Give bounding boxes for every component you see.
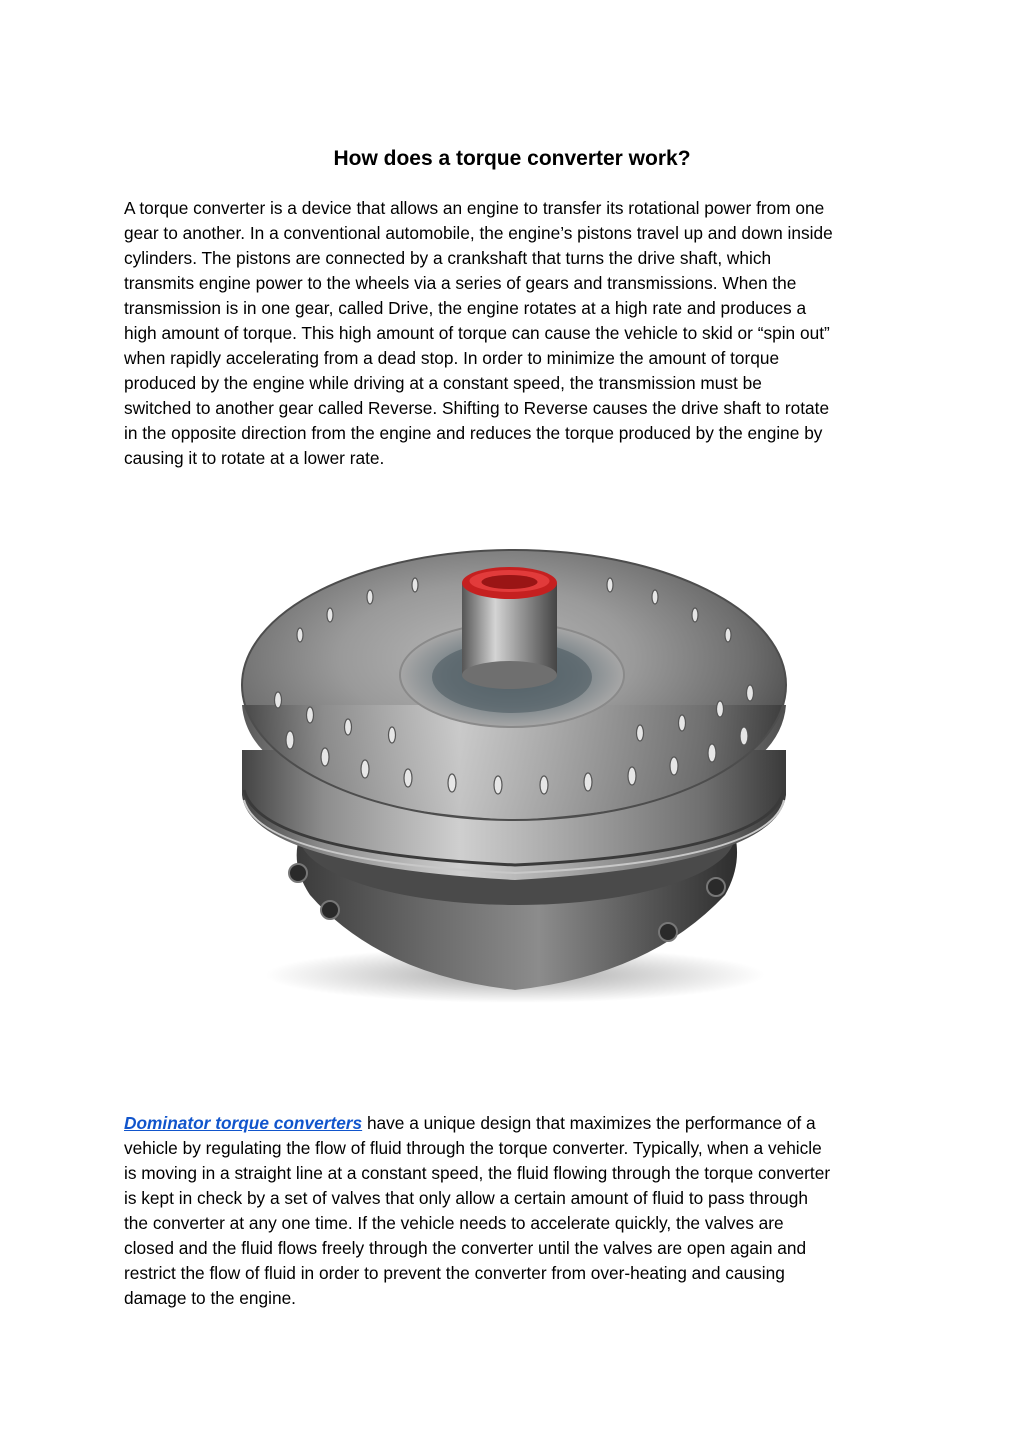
- paragraph-line: [124, 1111, 904, 1136]
- paragraph-line: damage to the engine.: [124, 1288, 296, 1308]
- paragraph-line: the converter at any one time. If the vehicle needs to accelerate quickly, the valves are: [124, 1213, 784, 1233]
- paragraph-line: transmits engine power to the wheels via a series of gears and transmissions. When the: [124, 273, 797, 293]
- dominator-paragraph: [124, 1111, 904, 1311]
- paragraph-line: A torque converter is a device that allows an engine to transfer its rotational power from one: [124, 198, 825, 218]
- paragraph-line: gear to another. In a conventional automobile, the engine’s pistons travel up and down inside: [124, 223, 833, 243]
- paragraph-line: produced by the engine while driving at a constant speed, the transmission must be: [124, 373, 762, 393]
- paragraph-line: is moving in a straight line at a constant speed, the fluid flowing through the torque converter: [124, 1163, 831, 1183]
- paragraph-line: is kept in check by a set of valves that only allow a certain amount of fluid to pass through: [124, 1188, 808, 1208]
- intro-paragraph: [124, 196, 904, 471]
- paragraph-line: vehicle by regulating the flow of fluid through the torque converter. Typically, when a vehicle: [124, 1138, 822, 1158]
- paragraph-line: restrict the flow of fluid in order to prevent the converter from over-heating and causing: [124, 1263, 785, 1283]
- paragraph-line-rest: have a unique design that maximizes the performance of a: [362, 1113, 816, 1133]
- paragraph-line: transmission is in one gear, called Drive, the engine rotates at a high rate and produces a: [124, 298, 807, 318]
- torque-converter-photo: [230, 535, 795, 1005]
- paragraph-line: switched to another gear called Reverse. Shifting to Reverse causes the drive shaft to rotate: [124, 398, 830, 418]
- dominator-link[interactable]: Dominator torque converters: [124, 1113, 363, 1133]
- torque-converter-image: [230, 535, 795, 1005]
- page-title: How does a torque converter work?: [333, 147, 691, 170]
- paragraph-line: in the opposite direction from the engine and reduces the torque produced by the engine by: [124, 423, 823, 443]
- paragraph-line: high amount of torque. This high amount of torque can cause the vehicle to skid or “spin out”: [124, 323, 830, 343]
- paragraph-line: when rapidly accelerating from a dead stop. In order to minimize the amount of torque: [124, 348, 780, 368]
- paragraph-line: closed and the fluid flows freely through the converter until the valves are open again and: [124, 1238, 807, 1258]
- paragraph-line: cylinders. The pistons are connected by a crankshaft that turns the drive shaft, which: [124, 248, 772, 268]
- paragraph-line: causing it to rotate at a lower rate.: [124, 448, 385, 468]
